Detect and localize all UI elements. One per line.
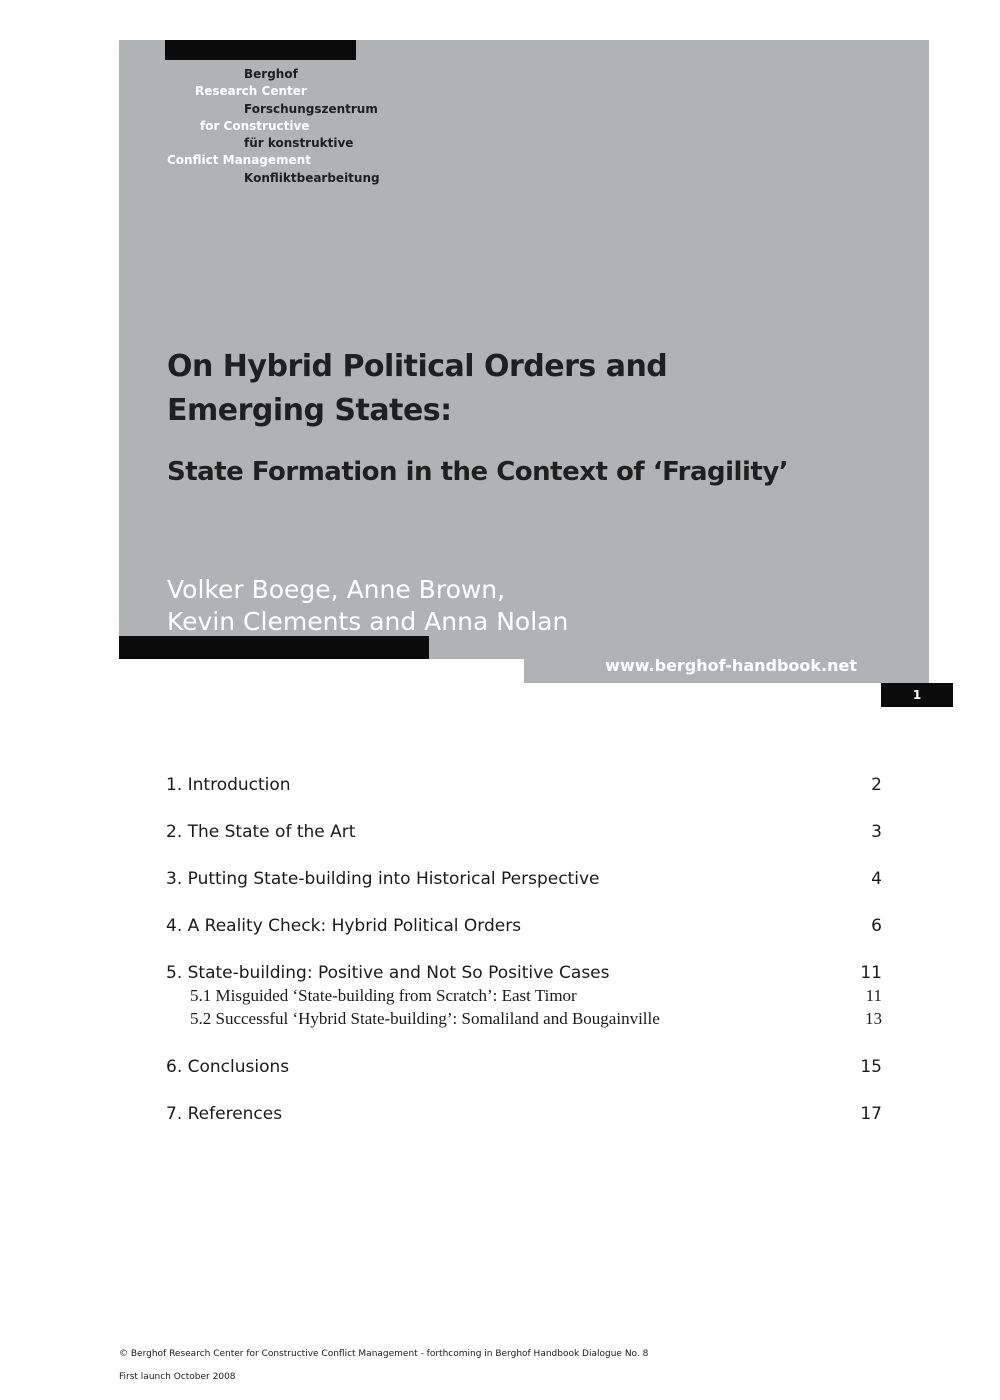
toc-subentry-title: 5.2 Successful ‘Hybrid State-building’: Somaliland and Bougainville [190, 1009, 660, 1028]
toc-entry-page: 3 [871, 822, 882, 842]
org-line: Berghof [244, 67, 298, 81]
toc-entry-page: 11 [860, 963, 882, 983]
org-line: für konstruktive [244, 136, 354, 150]
footer-copyright: © Berghof Research Center for Constructive Conflict Management - forthcoming in Berghof Handbook Dialogue No. 8 [119, 1349, 649, 1359]
toc-entry-title: 5. State-building: Positive and Not So Positive Cases [166, 963, 610, 983]
toc-entry[interactable] [166, 913, 882, 960]
footer-launch-date: First launch October 2008 [119, 1372, 236, 1382]
document-subtitle: State Formation in the Context of ‘Fragility’ [167, 457, 789, 487]
toc-subentry-page: 11 [865, 986, 882, 1005]
website-link[interactable]: www.berghof-handbook.net [605, 656, 857, 675]
document-title [167, 345, 787, 433]
table-of-contents [166, 772, 882, 1148]
org-line: Research Center [195, 84, 307, 98]
toc-subentry-title: 5.1 Misguided ‘State-building from Scratch’: East Timor [190, 986, 577, 1005]
toc-entry-title: 1. Introduction [166, 775, 291, 795]
org-line: for Constructive [200, 119, 310, 133]
toc-entry-title: 2. The State of the Art [166, 822, 356, 842]
toc-entry-title: 4. A Reality Check: Hybrid Political Orders [166, 916, 522, 936]
toc-entry[interactable] [166, 960, 882, 1054]
toc-entry[interactable] [166, 819, 882, 866]
title-line: On Hybrid Political Orders and [167, 349, 668, 384]
authors-line: Volker Boege, Anne Brown, [167, 575, 506, 604]
toc-entry-page: 15 [860, 1057, 882, 1077]
toc-entry-page: 6 [871, 916, 882, 936]
org-line: Forschungszentrum [244, 102, 378, 116]
authors [167, 574, 767, 638]
bottom-black-bar [119, 636, 429, 659]
page-number-badge: 1 [881, 683, 953, 707]
title-line: Emerging States: [167, 393, 452, 428]
toc-entry[interactable] [166, 866, 882, 913]
toc-subentry-page: 13 [865, 1009, 882, 1028]
authors-line: Kevin Clements and Anna Nolan [167, 607, 569, 636]
toc-entry-page: 4 [871, 869, 882, 889]
toc-entry-page: 2 [871, 775, 882, 795]
toc-entry[interactable] [166, 1054, 882, 1101]
top-black-bar [165, 40, 356, 60]
toc-entry[interactable] [166, 772, 882, 819]
org-line: Conflict Management [167, 153, 311, 167]
toc-entry-page: 17 [860, 1104, 882, 1124]
toc-entry-title: 3. Putting State-building into Historical Perspective [166, 869, 600, 889]
cover-notch [119, 659, 524, 683]
toc-entry-title: 6. Conclusions [166, 1057, 290, 1077]
toc-entry-title: 7. References [166, 1104, 283, 1124]
toc-entry[interactable] [166, 1101, 882, 1148]
org-line: Konfliktbearbeitung [244, 171, 380, 185]
